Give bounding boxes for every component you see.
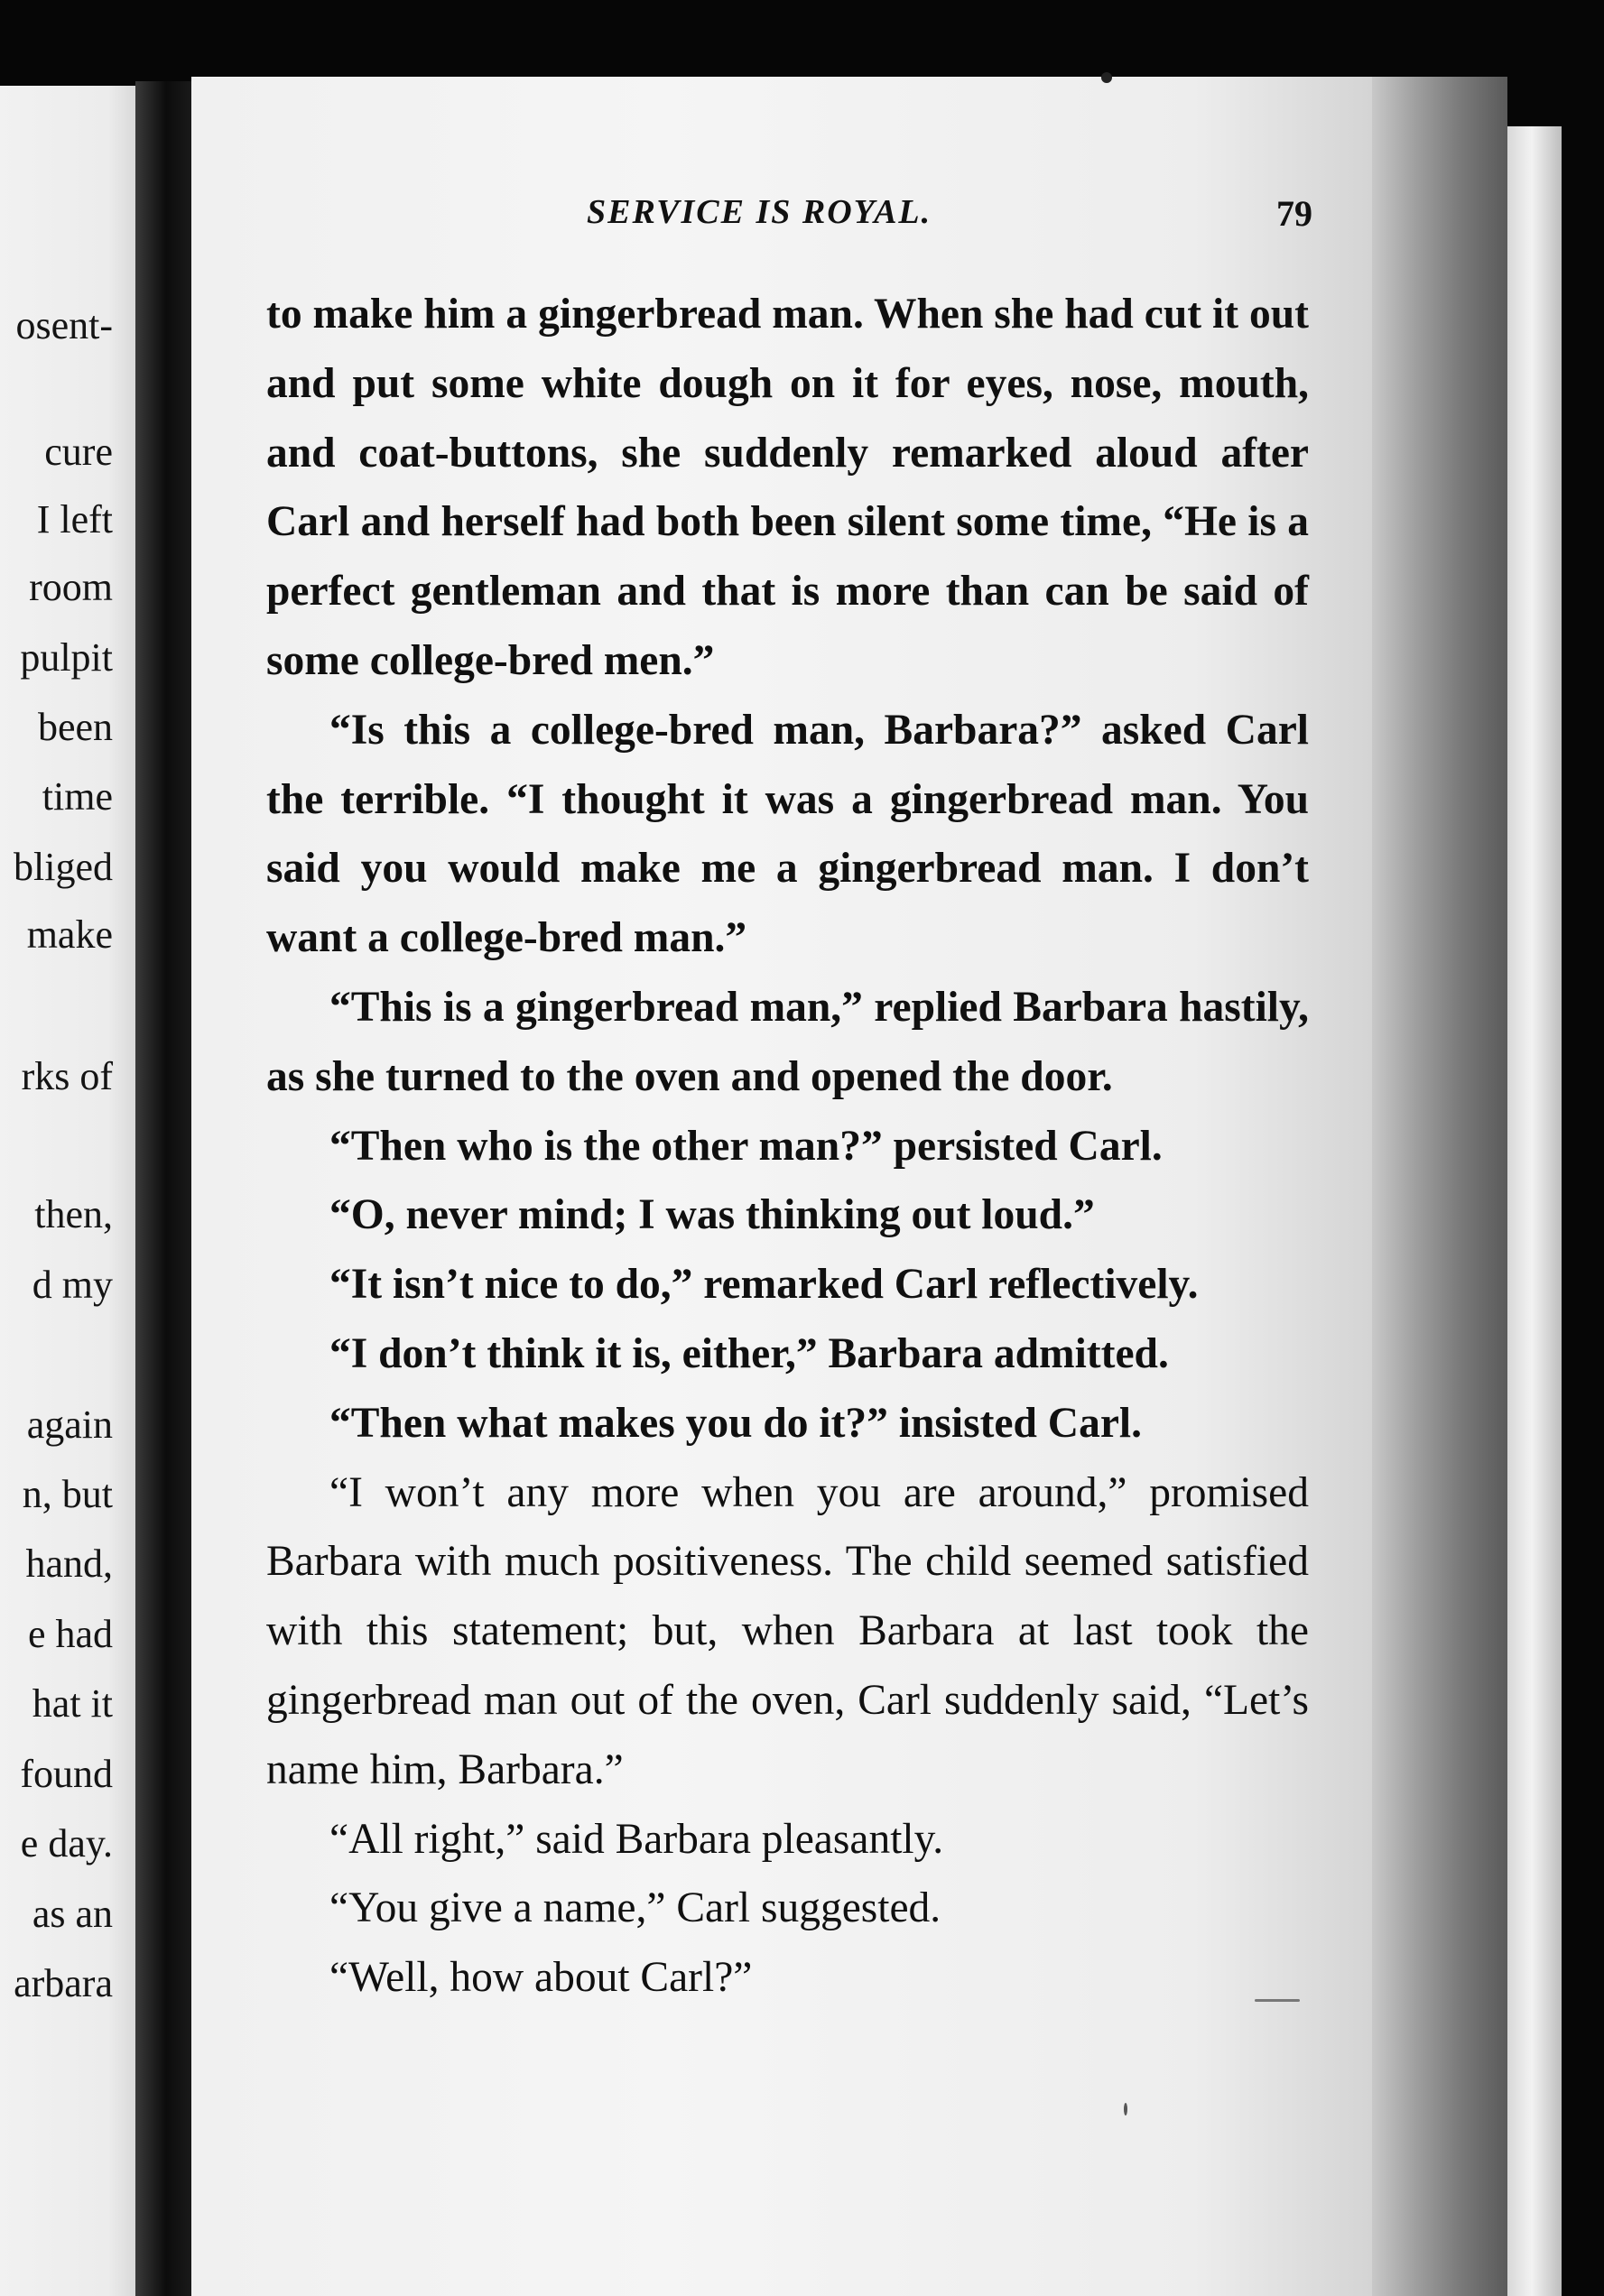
left-page-line: room — [29, 565, 113, 609]
running-head-title: SERVICE IS ROYAL. — [587, 193, 932, 231]
left-page-line: I left — [36, 497, 113, 542]
dust-speck — [1101, 72, 1112, 83]
page-curl-shadow — [1372, 77, 1507, 2296]
paragraph: “O, never mind; I was thinking out loud.” — [329, 1191, 1095, 1239]
left-page-line: pulpit — [20, 635, 113, 680]
paragraph: “I won’t any more when you are around,” promised Barbara with much positiveness. The child seemed satisfied with this statement; but, when Barbara at last took the gingerbread man out of the oven, Carl suddenly said, “Let’s name him, Barbara.” — [266, 1468, 1309, 1793]
left-page-line: arbara — [14, 1961, 113, 2005]
running-head — [191, 192, 1372, 246]
left-page-line: hat it — [32, 1681, 113, 1726]
left-page-line: then, — [34, 1192, 113, 1236]
book-gutter — [135, 81, 191, 2296]
left-page-line: d my — [32, 1263, 113, 1307]
left-page-line: found — [20, 1752, 113, 1796]
paragraph: to make him a gingerbread man. When she had cut it out and put some white dough on it for eyes, nose, mouth, and coat-buttons, she suddenly remarked aloud after Carl and herself had both been silent some time, “He is a perfect gentleman and that is more than can be said of some college-bred men.” — [266, 291, 1309, 684]
paragraph: “It isn’t nice to do,” remarked Carl reflectively. — [329, 1261, 1199, 1309]
left-page-line: osent- — [15, 303, 113, 347]
paragraph: “Is this a college-bred man, Barbara?” asked Carl the terrible. “I thought it was a gingerbread man. You said you would make me a gingerbread man. I don’t want a college-bred man.” — [266, 706, 1309, 962]
left-page-line: rks of — [21, 1054, 113, 1098]
page-number: 79 — [1276, 193, 1312, 234]
left-page-line: e day. — [20, 1821, 113, 1866]
left-page-line: been — [37, 705, 113, 749]
left-page-line: time — [42, 774, 113, 819]
left-page-line: e had — [27, 1612, 113, 1656]
paragraph: “You give a name,” Carl suggested. — [329, 1884, 941, 1932]
paragraph: “I don’t think it is, either,” Barbara admitted. — [329, 1329, 1169, 1377]
paragraph: “Then what makes you do it?” insisted Carl. — [329, 1399, 1142, 1447]
body-text — [266, 280, 1309, 2013]
left-page-line: hand, — [25, 1541, 113, 1586]
paragraph: “All right,” said Barbara pleasantly. — [329, 1815, 944, 1863]
left-page-line: make — [26, 912, 113, 957]
dust-speck — [1124, 2103, 1127, 2115]
dust-speck — [1255, 1999, 1300, 2002]
left-page-line: cure — [44, 430, 113, 474]
left-facing-page — [0, 86, 135, 2296]
paragraph: “Well, how about Carl?” — [329, 1954, 753, 2002]
paragraph: “Then who is the other man?” persisted Carl. — [329, 1122, 1163, 1170]
left-page-line: again — [26, 1403, 113, 1447]
left-page-line: as an — [32, 1892, 113, 1936]
paragraph: “This is a gingerbread man,” replied Barbara hastily, as she turned to the oven and opened the door. — [266, 983, 1309, 1100]
left-page-line: bliged — [14, 845, 113, 889]
page-edge — [1507, 126, 1562, 2296]
left-page-line: n, but — [22, 1472, 113, 1516]
